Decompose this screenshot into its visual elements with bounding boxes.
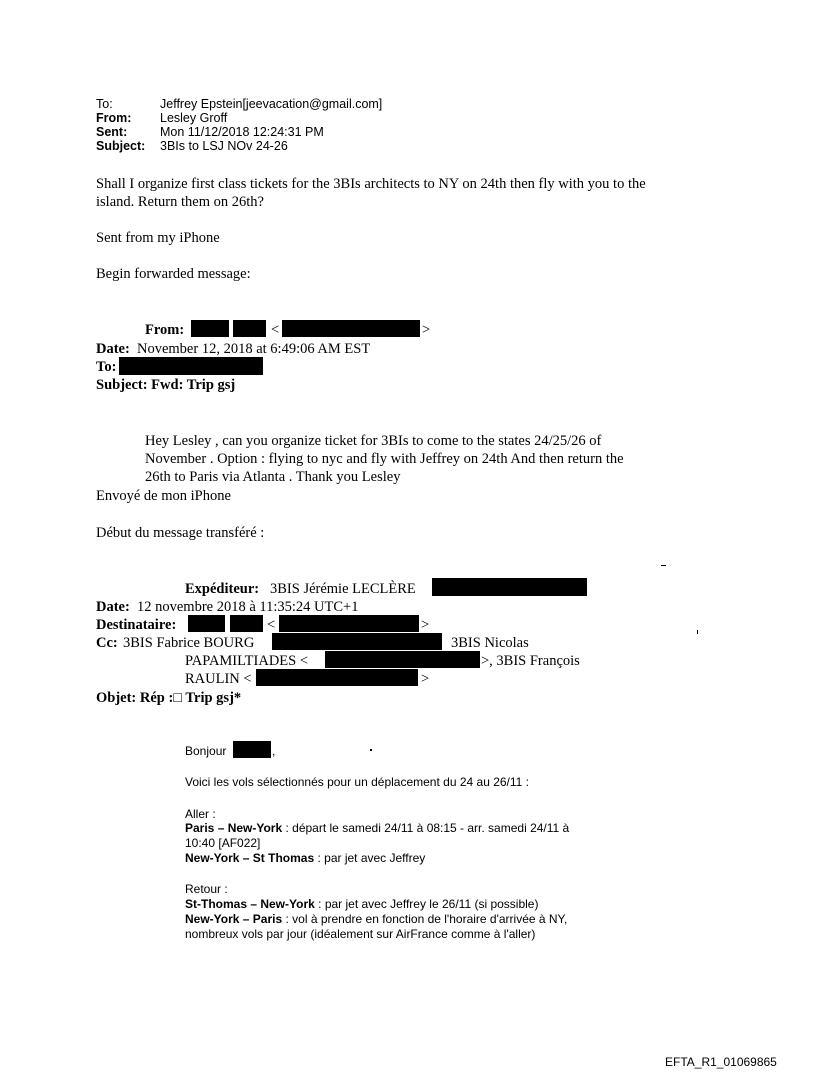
fwd2-cc-line1a: 3BIS Fabrice BOURG [123, 635, 255, 651]
scan-mark [661, 565, 666, 566]
redaction-block [233, 741, 271, 758]
fwd2-destinataire-label: Destinataire: [96, 617, 177, 633]
redaction-block [233, 320, 266, 337]
fwd2-expediteur-value: 3BIS Jérémie LECLÈRE [270, 581, 416, 597]
redaction-block [282, 320, 420, 337]
fwd2-destinataire-gt: > [421, 617, 430, 633]
body1-line1: Shall I organize first class tickets for the 3BIs architects to NY on 24th then fly with you to the [96, 176, 646, 192]
body2-line3: 26th to Paris via Atlanta . Thank you Lesley [145, 469, 401, 485]
header-subject-value: 3BIs to LSJ NOv 24-26 [160, 139, 288, 153]
bates-number: EFTA_R1_01069865 [665, 1055, 777, 1069]
fwd1-from-label: From: [145, 322, 185, 338]
header-from-value: Lesley Groff [160, 111, 228, 125]
fwd2-cc-line2a: PAPAMILTIADES < [185, 653, 309, 669]
route4-details: : vol à prendre en fonction de l'horaire d'arrivée à NY, [282, 912, 568, 926]
fwd2-expediteur-label: Expéditeur: [185, 581, 260, 597]
redaction-block [432, 578, 587, 596]
fwd2-cc-line1b: 3BIS Nicolas [451, 635, 529, 651]
fwd2-objet: Objet: Rép :□ Trip gsj* [96, 690, 242, 706]
route3-details: : par jet avec Jeffrey le 26/11 (si possible) [314, 897, 539, 911]
header-sent-value: Mon 11/12/2018 12:24:31 PM [160, 125, 324, 139]
body2-line1: Hey Lesley , can you organize ticket for 3BIs to come to the states 24/25/26 of [145, 433, 602, 449]
redaction-block [119, 357, 263, 375]
fwd2-cc-label: Cc: [96, 635, 118, 651]
body3-route4-cont: nombreux vols par jour (idéalement sur AirFrance comme à l'aller) [185, 927, 536, 941]
redaction-block [272, 633, 442, 650]
redaction-block [191, 320, 229, 337]
fwd2-cc-line3a: RAULIN < [185, 671, 252, 687]
body3-route1 [185, 821, 569, 835]
body3-retour-label: Retour : [185, 882, 228, 896]
fwd2-cc-line3-gt: > [421, 671, 430, 687]
fwd1-to-label: To: [96, 359, 117, 375]
route2-details: : par jet avec Jeffrey [314, 851, 426, 865]
redaction-block [188, 615, 225, 632]
route2-name: New-York – St Thomas [185, 851, 315, 865]
fwd1-date-label: Date: [96, 341, 130, 357]
header-sent-label: Sent: [96, 125, 128, 139]
fwd2-destinataire-lt: < [267, 617, 276, 633]
fwd1-from-lt: < [271, 322, 280, 338]
fwd2-date-label: Date: [96, 599, 130, 615]
fwd1-from-gt: > [422, 322, 431, 338]
header-subject-label: Subject: [96, 139, 146, 153]
body2-forwarded: Début du message transféré : [96, 525, 265, 541]
header-to-value: Jeffrey Epstein[jeevacation@gmail.com] [160, 97, 383, 111]
fwd2-cc-line2b: >, 3BIS François [481, 653, 580, 669]
redaction-block [325, 651, 480, 668]
redaction-block [256, 669, 418, 686]
body3-route3 [185, 897, 538, 911]
body1-forwarded: Begin forwarded message: [96, 266, 251, 282]
body1-signature: Sent from my iPhone [96, 230, 220, 246]
body3-route2 [185, 851, 425, 865]
scan-mark [370, 749, 372, 751]
body2-line2: November . Option : flying to nyc and fly with Jeffrey on 24th And then return the [145, 451, 624, 467]
body3-aller-label: Aller : [185, 807, 216, 821]
body3-route4 [185, 912, 567, 926]
scan-mark [697, 630, 698, 634]
body2-signature: Envoyé de mon iPhone [96, 488, 231, 504]
body1-line2: island. Return them on 26th? [96, 194, 264, 210]
route1-details: : départ le samedi 24/11 à 08:15 - arr. samedi 24/11 à [282, 821, 570, 835]
fwd2-date-value: 12 novembre 2018 à 11:35:24 UTC+1 [137, 599, 359, 615]
body3-greeting: Bonjour [185, 744, 227, 758]
redaction-block [230, 615, 263, 632]
body3-intro: Voici les vols sélectionnés pour un déplacement du 24 au 26/11 : [185, 775, 530, 789]
header-from-label: From: [96, 111, 132, 125]
body3-comma: , [272, 744, 276, 758]
fwd1-subject: Subject: Fwd: Trip gsj [96, 377, 236, 393]
route3-name: St-Thomas – New-York [185, 897, 315, 911]
route1-name: Paris – New-York [185, 821, 283, 835]
redaction-block [279, 615, 419, 632]
body3-route1-cont: 10:40 [AF022] [185, 836, 261, 850]
route4-name: New-York – Paris [185, 912, 283, 926]
header-to-label: To: [96, 97, 113, 111]
fwd1-date-value: November 12, 2018 at 6:49:06 AM EST [137, 341, 371, 357]
